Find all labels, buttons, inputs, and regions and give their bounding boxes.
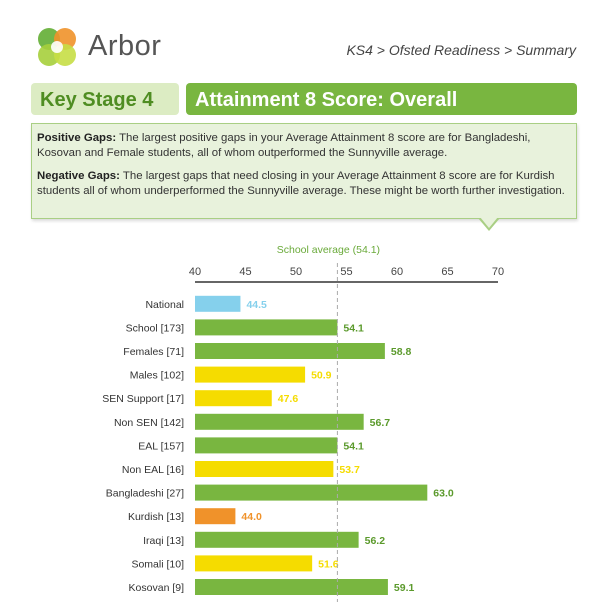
bar — [195, 485, 427, 501]
bar — [195, 461, 333, 477]
breadcrumb[interactable]: KS4 > Ofsted Readiness > Summary — [346, 42, 576, 58]
bar — [195, 414, 364, 430]
bar — [195, 296, 240, 312]
bar-value-label: 44.5 — [246, 298, 267, 311]
category-label: Non EAL [16] — [121, 464, 184, 476]
bar-value-label: 53.7 — [339, 464, 360, 476]
category-label: Kosovan [9] — [128, 582, 184, 594]
bar — [195, 532, 359, 548]
bar-value-label: 56.7 — [369, 416, 391, 429]
category-label: Somali [10] — [131, 558, 184, 571]
bar — [195, 367, 305, 383]
positive-gaps-heading: Positive Gaps: — [37, 132, 117, 144]
category-label: Kurdish [13] — [127, 511, 184, 524]
positive-gaps-text — [37, 131, 571, 161]
bar-value-label: 50.9 — [311, 369, 332, 382]
x-tick-label: 70 — [491, 266, 505, 278]
category-label: SEN Support [17] — [102, 393, 184, 406]
bar — [195, 437, 337, 453]
bar — [195, 343, 385, 359]
negative-gaps-heading: Negative Gaps: — [37, 170, 120, 182]
x-tick-label: 65 — [441, 266, 454, 278]
x-tick-label: 55 — [340, 266, 353, 278]
bar-value-label: 58.8 — [390, 346, 412, 358]
bar — [195, 508, 235, 524]
bar — [195, 579, 388, 595]
bar — [195, 555, 312, 571]
bar-value-label: 56.2 — [364, 534, 386, 547]
bar-value-label: 44.0 — [241, 511, 262, 524]
category-label: National — [145, 298, 184, 311]
section-label: Key Stage 4 — [31, 83, 179, 115]
brand-name: Arbor — [88, 30, 162, 62]
category-label: Bangladeshi [27] — [105, 487, 184, 500]
x-tick-label: 45 — [239, 266, 252, 278]
negative-gaps-body: The largest gaps that need closing in your Average Attainment 8 score are for Kurdish students all of whom underperformed the Sunnyville average. These might be worth further investigation. — [37, 170, 565, 197]
x-tick-label: 40 — [188, 266, 202, 278]
bar-value-label: 54.1 — [343, 440, 364, 453]
category-label: EAL [157] — [138, 440, 184, 453]
category-label: School [173] — [125, 322, 184, 335]
bar-value-label: 59.1 — [393, 582, 415, 594]
negative-gaps-text — [37, 169, 571, 199]
attainment-bar-chart — [0, 235, 603, 602]
arbor-logo-icon — [32, 22, 82, 72]
positive-gaps-body: The largest positive gaps in your Average Attainment 8 score are for Bangladeshi, Kosovan and Female students, all of whom outperformed the Sunnyville average. — [37, 132, 531, 159]
bar — [195, 319, 337, 335]
category-label: Males [102] — [129, 369, 184, 382]
bar-value-label: 47.6 — [277, 393, 299, 406]
category-label: Females [71] — [123, 346, 184, 358]
bar-value-label: 63.0 — [433, 487, 454, 500]
x-tick-label: 50 — [289, 266, 303, 278]
category-label: Iraqi [13] — [143, 534, 184, 547]
x-tick-label: 60 — [390, 266, 404, 278]
bar-value-label: 51.6 — [318, 558, 339, 571]
bar — [195, 390, 272, 406]
category-label: Non SEN [142] — [113, 416, 184, 429]
school-average-label: School average (54.1) — [276, 244, 381, 256]
bar-value-label: 54.1 — [343, 322, 364, 335]
gaps-callout — [31, 123, 577, 219]
callout-pointer-fill — [480, 217, 498, 228]
page-title: Attainment 8 Score: Overall — [186, 83, 577, 115]
